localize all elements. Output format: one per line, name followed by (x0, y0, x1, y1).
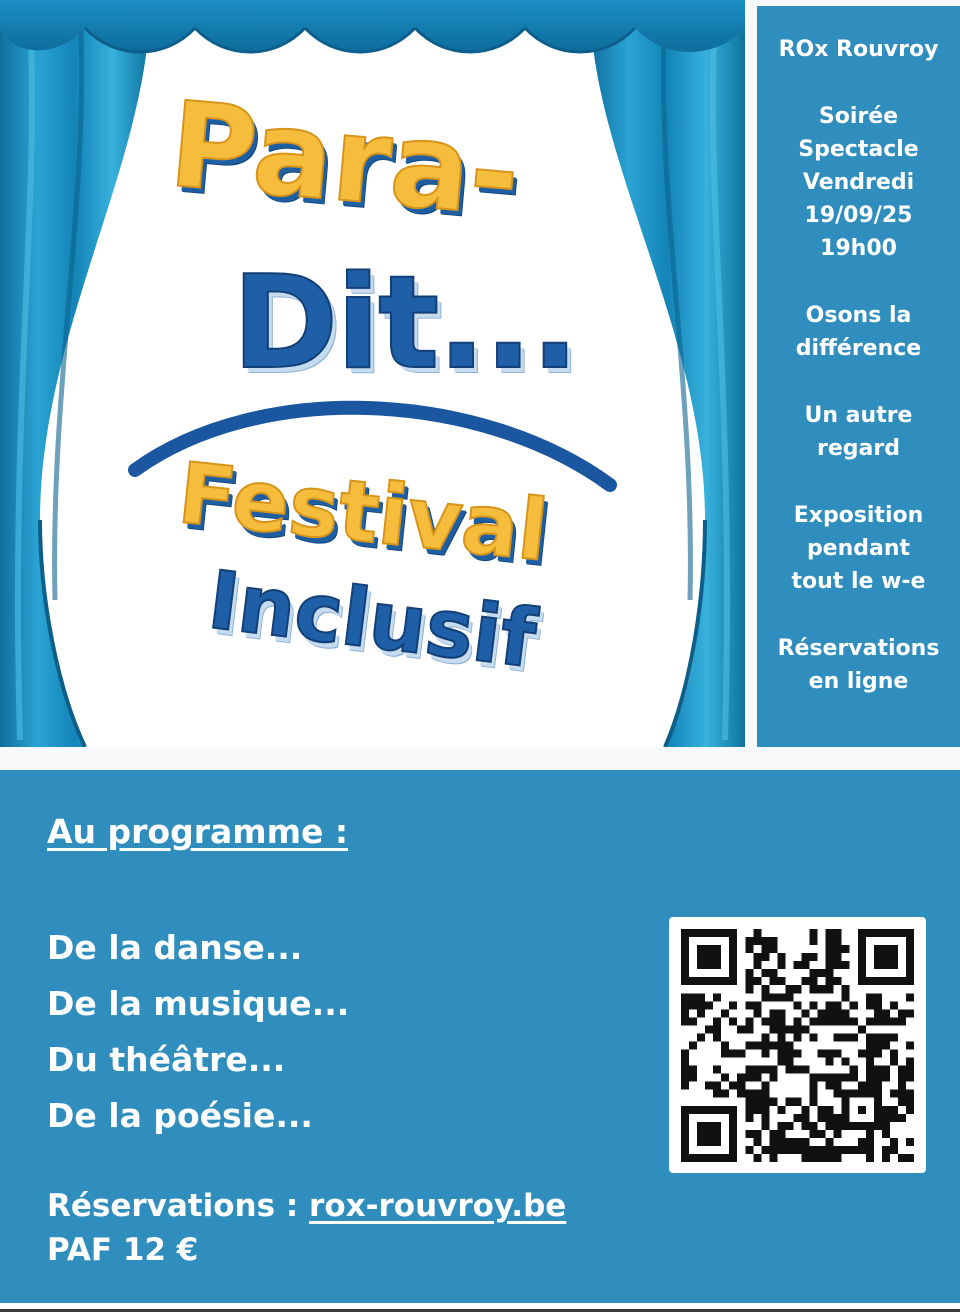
reservation-label: Réservations : (47, 1188, 310, 1224)
online-booking-note (757, 632, 960, 698)
venue-name: ROx Rouvroy (778, 37, 939, 62)
exhibition-line: tout le w-e (791, 569, 926, 594)
exhibition-line: Exposition (793, 503, 924, 528)
title-inclusif: Inclusif (203, 553, 541, 686)
exhibition-note (757, 499, 960, 598)
exhibition-line: pendant (806, 536, 911, 561)
title-festival: Festival (173, 443, 553, 581)
programme-item: De la danse... (47, 928, 303, 967)
online-line: en ligne (808, 669, 909, 694)
event-line: Soirée (818, 104, 899, 129)
programme-item: De la musique... (47, 984, 350, 1023)
slogan-regard (757, 399, 960, 465)
slogan-line: regard (817, 436, 900, 461)
reservation-link[interactable]: rox-rouvroy.be (309, 1188, 567, 1224)
event-line: Spectacle (798, 137, 919, 162)
title-para: Para- (164, 75, 526, 243)
slogan-line: Un autre (804, 403, 913, 428)
programme-panel (0, 770, 960, 1303)
programme-list (47, 920, 349, 1144)
programme-item: De la poésie... (47, 1096, 313, 1135)
scan-edge-divider (0, 1309, 960, 1312)
qr-code-icon (681, 929, 914, 1162)
programme-heading: Au programme : (47, 812, 349, 851)
reservation-line (47, 1188, 566, 1224)
qr-code[interactable] (669, 917, 926, 1173)
event-info-panel (757, 6, 960, 747)
event-line: Vendredi (802, 170, 915, 195)
slogan-line: différence (795, 336, 922, 361)
slogan-line: Osons la (805, 303, 912, 328)
event-datetime (757, 100, 960, 265)
event-line: 19/09/25 (804, 203, 913, 228)
event-line: 19h00 (820, 236, 897, 261)
stage-illustration (0, 0, 745, 747)
price: PAF 12 € (47, 1232, 199, 1268)
online-line: Réservations (777, 636, 940, 661)
slogan-difference (757, 299, 960, 365)
programme-item: Du théâtre... (47, 1040, 286, 1079)
title-dit: Dit... (232, 249, 578, 398)
